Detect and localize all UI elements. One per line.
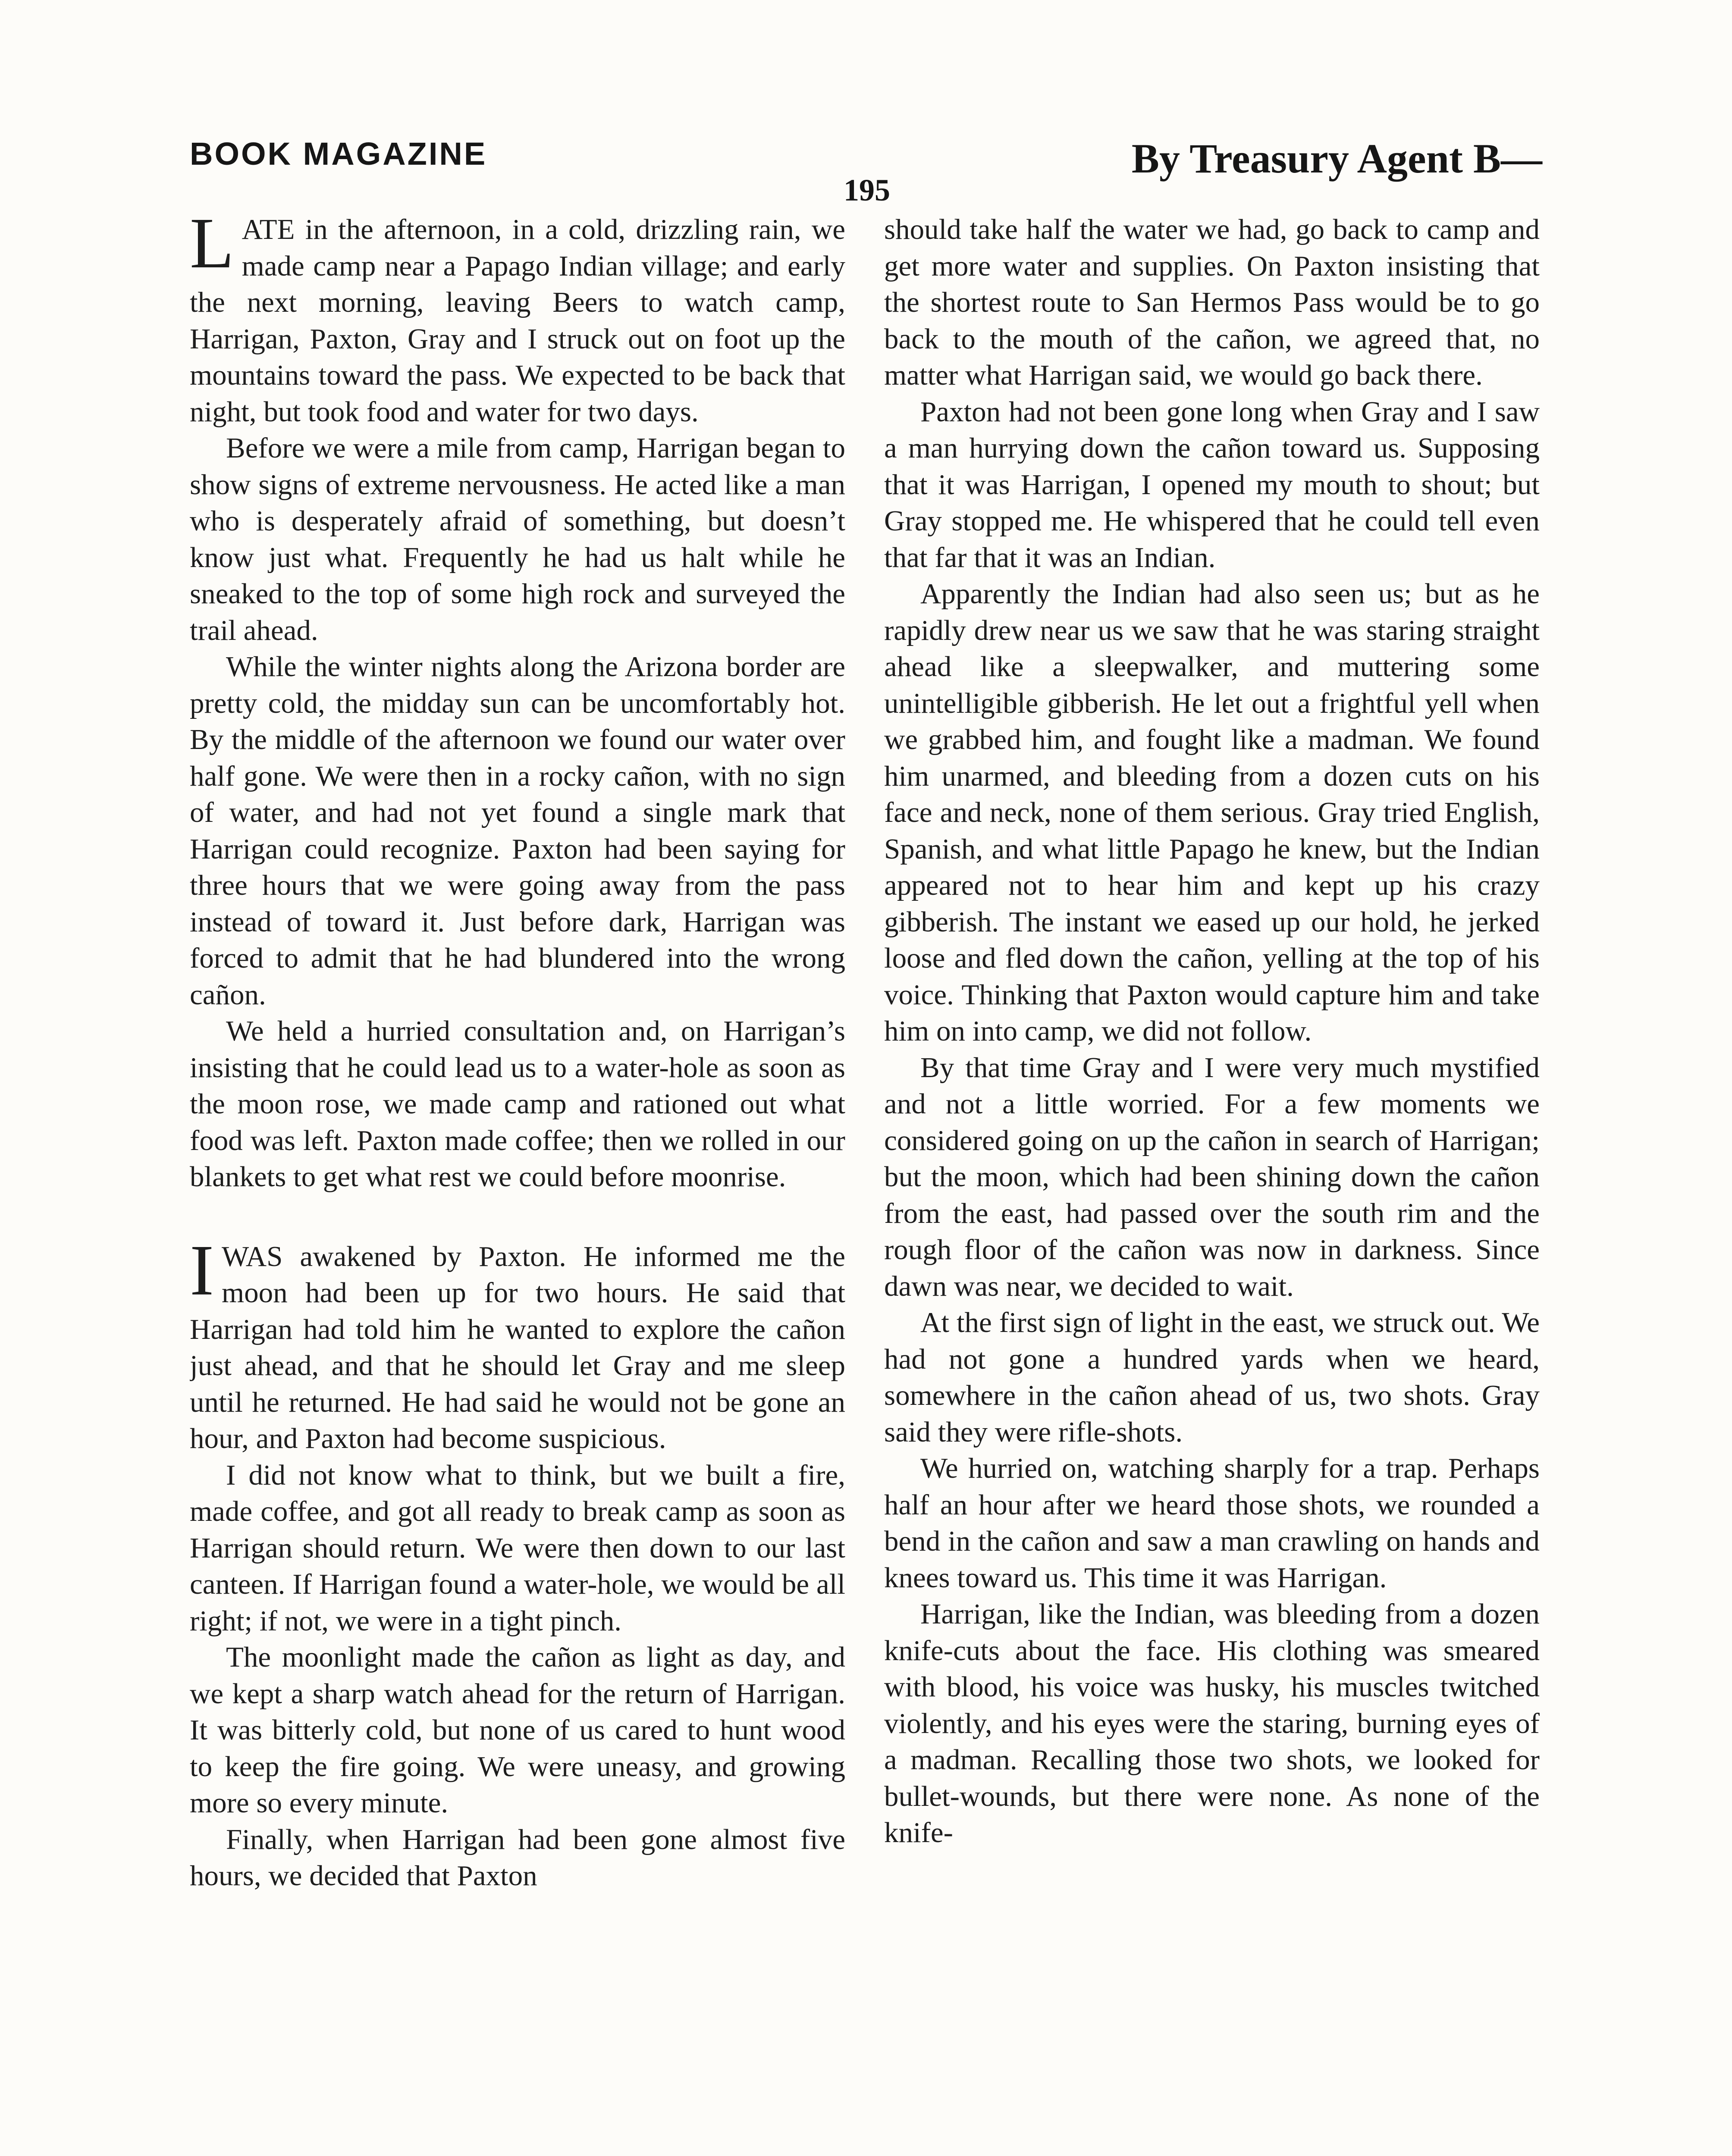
paragraph-text: ATE in the afternoon, in a cold, drizzling rain, we made camp near a Papago Indian village; and early the next morning, leaving Beers to watch camp, Harrigan, Paxton, Gray and I struck out on foot up the mountains toward the pass. We expected to be back that night, but took food and water for two days. <box>190 213 845 428</box>
left-column <box>190 211 845 2156</box>
paragraph: Harrigan, like the Indian, was bleeding from a dozen knife-cuts about the face. His clothing was smeared with blood, his voice was husky, his muscles twitched violently, and his eyes were the staring, burning eyes of a madman. Recalling those two shots, we looked for bullet-wounds, but there were none. As none of the knife- <box>884 1598 1540 1849</box>
paragraph <box>190 211 845 430</box>
story-title: By Treasury Agent B— <box>1131 135 1542 182</box>
paragraph: At the first sign of light in the east, we struck out. We had not gone a hundred yards when we heard, somewhere in the cañon ahead of us, two shots. Gray said they were rifle-shots. <box>884 1307 1540 1448</box>
drop-cap: I <box>190 1230 214 1310</box>
page-number: 195 <box>844 173 890 207</box>
paragraph: We held a hurried consultation and, on Harrigan’s insisting that he could lead us to a water-hole as soon as the moon rose, we made camp and rationed out what food was left. Paxton made coffee; then we rolled in our blankets to get what rest we could before moonrise. <box>190 1015 845 1193</box>
paragraph: should take half the water we had, go back to camp and get more water and supplies. On Paxton insisting that the shortest route to San Hermos Pass would be to go back to the mouth of the cañon, we agreed that, no matter what Harrigan said, we would go back there. <box>884 213 1540 391</box>
paragraph: The moonlight made the cañon as light as day, and we kept a sharp watch ahead for the return of Harrigan. It was bitterly cold, but none of us cared to hunt wood to keep the fire going. We were uneasy, and growing more so every minute. <box>190 1641 845 1819</box>
paragraph <box>190 1230 845 1457</box>
paragraph: Paxton had not been gone long when Gray and I saw a man hurrying down the cañon toward us. Supposing that it was Harrigan, I opened my mouth to shout; but Gray stopped me. He whispered that he could tell even that far that it was an Indian. <box>884 395 1540 573</box>
paragraph: Finally, when Harrigan had been gone almost five hours, we decided that Paxton <box>190 1823 845 1892</box>
paragraph: We hurried on, watching sharply for a trap. Perhaps half an hour after we heard those shots, we rounded a bend in the cañon and saw a man crawling on hands and knees toward us. This time it was Harrigan. <box>884 1452 1540 1594</box>
paragraph: By that time Gray and I were very much mystified and not a little worried. For a few moments we considered going on up the cañon in search of Harrigan; but the moon, which had been shining down the cañon from the east, had passed over the south rim and the rough floor of the cañon was now in darkness. Since dawn was near, we decided to wait. <box>884 1051 1540 1302</box>
paragraph: Apparently the Indian had also seen us; but as he rapidly drew near us we saw that he was staring straight ahead like a sleepwalker, and muttering some unintelligible gibberish. He let out a frightful yell when we grabbed him, and fought like a madman. We found him unarmed, and bleeding from a dozen cuts on his face and neck, none of them serious. Gray tried English, Spanish, and what little Papago he knew, but the Indian appeared not to hear him and kept up his crazy gibberish. The instant we eased up our hold, he jerked loose and fled down the cañon, yelling at the top of his voice. Thinking that Paxton would capture him and take him on into camp, we did not follow. <box>884 578 1540 1047</box>
paragraph: While the winter nights along the Arizona border are pretty cold, the midday sun can be uncomfortably hot. By the middle of the afternoon we found our water over half gone. We were then in a rocky cañon, with no sign of water, and had not yet found a single mark that Harrigan could recognize. Paxton had been saying for three hours that we were going away from the pass instead of toward it. Just before dark, Harrigan was forced to admit that he had blundered into the wrong cañon. <box>190 651 845 1011</box>
magazine-title: BOOK MAGAZINE <box>190 136 487 172</box>
drop-cap: L <box>190 211 234 283</box>
paragraph: Before we were a mile from camp, Harrigan began to show signs of extreme nervousness. He acted like a man who is desperately afraid of something, but doesn’t know just what. Frequently he had us halt while he sneaked to the top of some high rock and surveyed the trail ahead. <box>190 432 845 646</box>
right-column <box>884 211 1540 2156</box>
paragraph: I did not know what to think, but we built a fire, made coffee, and got all ready to break camp as soon as Harrigan should return. We were then down to our last canteen. If Harrigan found a water-hole, we would be all right; if not, we were in a tight pinch. <box>190 1459 845 1637</box>
paragraph-text: WAS awakened by Paxton. He informed me the moon had been up for two hours. He said that Harrigan had told him he wanted to explore the cañon just ahead, and that he should let Gray and me sleep until he returned. He had said he would not be gone an hour, and Paxton had become suspicious. <box>190 1240 845 1454</box>
section-break <box>190 1195 845 1238</box>
